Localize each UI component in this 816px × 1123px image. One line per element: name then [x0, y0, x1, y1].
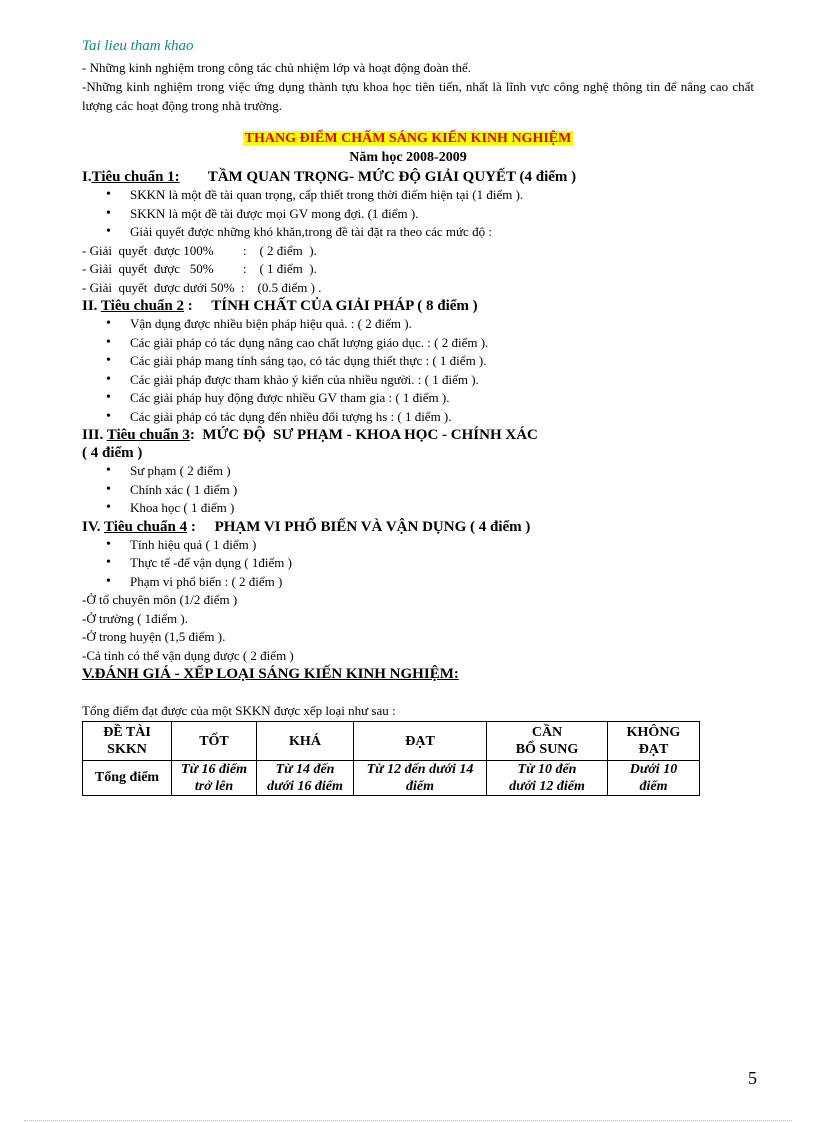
list-item: • SKKN là một đề tài được mọi GV mong đợi. (1 điểm ).: [130, 205, 754, 224]
table-row: [83, 761, 700, 796]
criteria-content: [82, 168, 754, 796]
score-line: - Giải quyết được dưới 50% : (0.5 điểm ) .: [82, 279, 322, 295]
table-header: TỐT: [172, 722, 257, 761]
list-item: • Sư phạm ( 2 điểm ): [130, 462, 754, 481]
section-heading: [82, 518, 754, 536]
section-heading: [82, 168, 754, 186]
list-item: • Chính xác ( 1 điểm ): [130, 481, 754, 500]
intro-block: [82, 58, 754, 115]
table-header: KHÁ: [257, 722, 354, 761]
section-heading: V.ĐÁNH GIÁ - XẾP LOẠI SÁNG KIẾN KINH NGHIỆM:: [82, 666, 459, 682]
section-points: ( 4 điểm ): [82, 445, 143, 461]
table-intro: Tổng điểm đạt được của một SKKN được xếp loại như sau :: [82, 703, 396, 718]
table-cell: Từ 10 đến dưới 12 điểm: [487, 761, 608, 796]
header-note: Tai lieu tham khao: [82, 38, 194, 54]
list-item: • Tính hiệu quả ( 1 điểm ): [130, 536, 754, 555]
section-title: : MỨC ĐỘ SƯ PHẠM - KHOA HỌC - CHÍNH XÁC: [189, 427, 538, 443]
table-header: ĐẠT: [354, 722, 487, 761]
list-item: • Các giải pháp mang tính sáng tạo, có tác dụng thiết thực : ( 1 điểm ).: [130, 352, 754, 371]
criteria-list: [82, 536, 754, 592]
list-item: • Giải quyết được những khó khăn,trong đề tài đặt ra theo các mức độ :: [130, 223, 754, 242]
section-heading: [82, 297, 754, 315]
score-line: -Ở trường ( 1điểm ).: [82, 610, 188, 626]
section-heading: [82, 426, 754, 444]
list-item: • Các giải pháp có tác dụng nâng cao chất lượng giáo dục. : ( 2 điểm ).: [130, 334, 754, 353]
table-cell: Từ 16 điểm trở lên: [172, 761, 257, 796]
section-label: Tiêu chuẩn 3: [106, 427, 190, 443]
page-number: 5: [748, 1068, 757, 1088]
table-cell: Từ 14 đến dưới 16 điểm: [257, 761, 354, 796]
criteria-list: [82, 315, 754, 426]
list-item: • Khoa học ( 1 điểm ): [130, 499, 754, 518]
table-row-header: Tổng điểm: [83, 761, 172, 796]
intro-line: - Những kinh nghiệm trong công tác chủ nhiệm lớp và hoạt động đoàn thể.: [82, 60, 472, 75]
list-item: • SKKN là một đề tài quan trọng, cấp thiết trong thời điểm hiện tại (1 điểm ).: [130, 186, 754, 205]
document-title: [0, 130, 816, 147]
rating-table: [82, 721, 700, 796]
list-item: • Các giải pháp huy động được nhiều GV tham gia : ( 1 điểm ).: [130, 389, 754, 408]
intro-line: -Những kinh nghiệm trong việc ứng dụng thành tựu khoa học tiên tiến, nhất là lĩnh vực công nghệ thông tin để nâng cao chất lượng các hoạt động trong nhà trường.: [82, 79, 754, 113]
table-cell: Từ 12 đến dưới 14 điểm: [354, 761, 487, 796]
list-item: • Các giải pháp được tham khảo ý kiến của nhiều người. : ( 1 điểm ).: [130, 371, 754, 390]
section-label: Tiêu chuẩn 4: [103, 518, 188, 535]
score-line: -Cả tỉnh có thể vận dụng được ( 2 điểm ): [82, 647, 294, 663]
criteria-list: [82, 462, 754, 518]
section-label: Tiêu chuẩn 1:: [91, 169, 180, 185]
page-bottom-divider: [24, 1120, 792, 1121]
score-line: - Giải quyết được 100% : ( 2 điểm ).: [82, 242, 317, 258]
table-header: KHÔNG ĐẠT: [608, 722, 700, 761]
section-number: IV.: [82, 518, 101, 535]
score-line: - Giải quyết được 50% : ( 1 điểm ).: [82, 261, 317, 276]
score-line: -Ở tổ chuyên môn (1/2 điểm ): [82, 592, 238, 607]
list-item: • Các giải pháp có tác dụng đến nhiều đối tượng hs : ( 1 điểm ).: [130, 408, 754, 427]
section-title: TẦM QUAN TRỌNG- MỨC ĐỘ GIẢI QUYẾT (4 điểm ): [207, 169, 577, 185]
score-line: -Ở trong huyện (1,5 điểm ).: [82, 629, 226, 644]
list-item: • Phạm vi phổ biến : ( 2 điểm ): [130, 573, 754, 592]
list-item: • Thực tế -để vận dụng ( 1điểm ): [130, 554, 754, 573]
section-title: : TÍNH CHẤT CỦA GIẢI PHÁP ( 8 điểm ): [184, 298, 478, 314]
list-item: • Vận dụng được nhiều biện pháp hiệu quả. : ( 2 điểm ).: [130, 315, 754, 334]
criteria-list: [82, 186, 754, 242]
table-header-row: [83, 722, 700, 761]
section-number: II.: [82, 298, 98, 314]
section-number: I.: [82, 169, 92, 185]
document-subtitle: Năm học 2008-2009: [349, 150, 467, 165]
table-header: CẦN BỔ SUNG: [487, 722, 608, 761]
section-label: Tiêu chuẩn 2: [100, 298, 185, 314]
section-title: : PHẠM VI PHỔ BIẾN VÀ VẬN DỤNG ( 4 điểm ): [187, 518, 531, 535]
table-header: ĐỀ TÀI SKKN: [83, 722, 172, 761]
table-cell: Dưới 10 điểm: [608, 761, 700, 796]
document-title-text: THANG ĐIỂM CHẤM SÁNG KIẾN KINH NGHIỆM: [244, 131, 572, 146]
section-number: III.: [82, 427, 104, 443]
